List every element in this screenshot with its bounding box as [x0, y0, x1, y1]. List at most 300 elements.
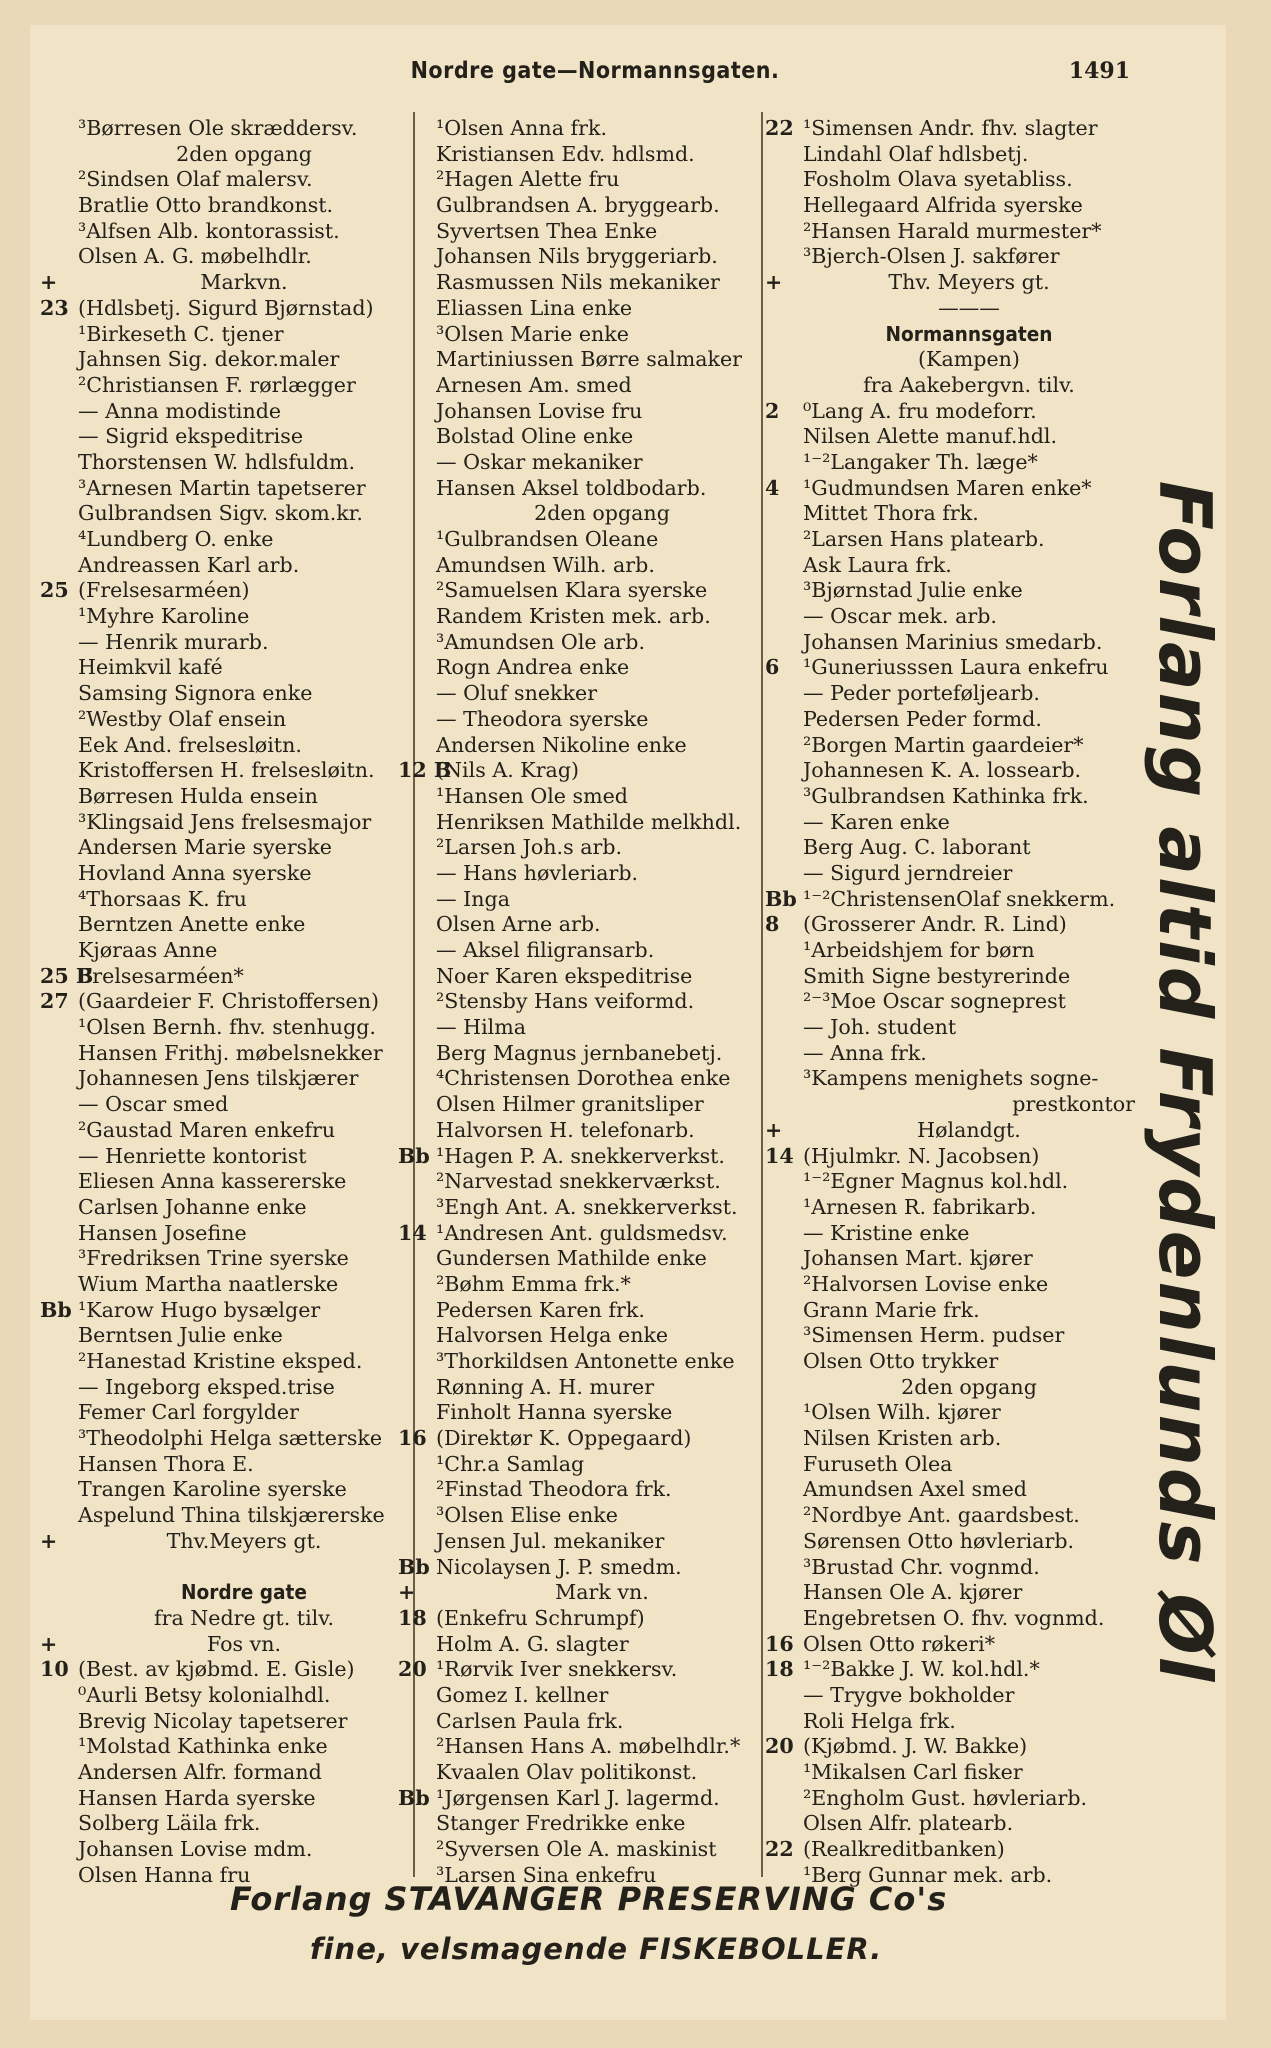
directory-entry: [398, 810, 768, 836]
directory-entry: [765, 373, 1135, 399]
entry-text: Frelsesarméen*: [78, 963, 244, 988]
entry-text: Engebretsen O. fhv. vognmd.: [803, 1605, 1105, 1630]
directory-entry: [40, 784, 410, 810]
entry-text: Bratlie Otto brandkonst.: [78, 193, 334, 218]
entry-text: (Direktør K. Oppegaard): [436, 1426, 692, 1451]
house-number: Bb: [40, 1297, 72, 1322]
entry-text: Arnesen Am. smed: [436, 372, 632, 397]
directory-entry: [765, 1195, 1135, 1221]
directory-entry: [40, 758, 410, 784]
entry-text: Halvorsen H. telefonarb.: [436, 1117, 695, 1142]
entry-text: ¹Chr.a Samlag: [436, 1451, 585, 1476]
entry-text: — Anna modistinde: [78, 398, 282, 423]
directory-entry: [765, 270, 1135, 296]
entry-text: Ask Laura frk.: [803, 552, 952, 577]
entry-text: Amundsen Wilh. arb.: [436, 552, 655, 577]
entry-text: — Henrik murarb.: [78, 629, 269, 654]
entry-text: fra Aakebergvn. tilv.: [863, 372, 1075, 397]
directory-entry: [40, 1580, 410, 1606]
entry-text: Olsen Hanna fru: [78, 1862, 251, 1887]
entry-text: (Frelsesarméen): [78, 578, 250, 603]
entry-text: Olsen Hilmer granitsliper: [436, 1092, 704, 1117]
entry-text: Eliesen Anna kassererske: [78, 1169, 347, 1194]
house-number: +: [765, 270, 783, 295]
directory-entry: [765, 1066, 1135, 1092]
directory-entry: [40, 1426, 410, 1452]
directory-entry: [398, 861, 768, 887]
directory-entry: [765, 1786, 1135, 1812]
entry-text: Johansen Marinius smedarb.: [803, 629, 1103, 654]
entry-text: ²Syversen Ole A. maskinist: [436, 1837, 717, 1862]
entry-text: Wium Martha naatlerske: [78, 1271, 339, 1296]
directory-entry: [40, 1709, 410, 1735]
entry-text: — Hilma: [436, 1015, 527, 1040]
entry-text: ²Nordbye Ant. gaardsbest.: [803, 1503, 1080, 1528]
entry-text: (Gaardeier F. Christoffersen): [78, 989, 380, 1014]
directory-entry: [765, 707, 1135, 733]
entry-text: ³Olsen Marie enke: [436, 321, 629, 346]
entry-text: Eliassen Lina enke: [436, 295, 633, 320]
directory-entry: [765, 784, 1135, 810]
directory-entry: [398, 655, 768, 681]
entry-text: ¹Molstad Kathinka enke: [78, 1734, 328, 1759]
directory-entry: [40, 912, 410, 938]
directory-entry: [40, 1118, 410, 1144]
entry-text: Hovland Anna syerske: [78, 860, 312, 885]
directory-entry: [765, 553, 1135, 579]
entry-text: Johansen Lovise mdm.: [78, 1837, 313, 1862]
entry-text: 2den opgang: [534, 501, 670, 526]
entry-text: Stanger Fredrikke enke: [436, 1811, 686, 1836]
directory-entry: [398, 912, 768, 938]
entry-text: ²Sindsen Olaf malersv.: [78, 167, 313, 192]
entry-text: Johansen Lovise fru: [436, 398, 643, 423]
directory-entry: [40, 1632, 410, 1658]
directory-entry: [398, 887, 768, 913]
directory-entry: [398, 630, 768, 656]
entry-text: Smith Signe bestyrerinde: [803, 963, 1071, 988]
entry-text: Mark vn.: [555, 1580, 649, 1605]
directory-entry: [398, 1349, 768, 1375]
directory-entry: [398, 1657, 768, 1683]
entry-text: ¹⁻²Bakke J. W. kol.hdl.*: [803, 1657, 1040, 1682]
directory-entry: [765, 810, 1135, 836]
directory-entry: [765, 1349, 1135, 1375]
directory-entry: [765, 219, 1135, 245]
directory-entry: [765, 1426, 1135, 1452]
entry-text: Randem Kristen mek. arb.: [436, 604, 711, 629]
page-title: Nordre gate—Normannsgaten.: [410, 58, 780, 84]
directory-entry: [40, 373, 410, 399]
directory-entry: [40, 1041, 410, 1067]
entry-text: Nordre gate: [181, 1580, 307, 1605]
entry-text: (Enkefru Schrumpf): [436, 1605, 645, 1630]
entry-text: Thv.Meyers gt.: [166, 1528, 322, 1553]
entry-text: ¹Rørvik Iver snekkersv.: [436, 1657, 678, 1682]
entry-text: ¹Arnesen R. fabrikarb.: [803, 1194, 1037, 1219]
entry-text: ³Børresen Ole skræddersv.: [78, 116, 358, 140]
directory-entry: [398, 1709, 768, 1735]
directory-entry: [40, 1503, 410, 1529]
directory-entry: [40, 1221, 410, 1247]
entry-text: Jahnsen Sig. dekor.maler: [78, 347, 340, 372]
entry-text: (Kampen): [918, 347, 1020, 372]
directory-entry: [40, 476, 410, 502]
entry-text: Samsing Signora enke: [78, 681, 313, 706]
directory-entry: [398, 1144, 768, 1170]
directory-entry: [40, 681, 410, 707]
entry-text: Amundsen Axel smed: [803, 1477, 1027, 1502]
directory-entry: [398, 1555, 768, 1581]
directory-entry: [765, 1272, 1135, 1298]
entry-text: ²Hansen Harald murmester*: [803, 218, 1102, 243]
directory-entry: [765, 450, 1135, 476]
house-number: 23: [40, 295, 69, 320]
entry-text: Berg Aug. C. laborant: [803, 835, 1031, 860]
entry-text: ¹Olsen Bernh. fhv. stenhugg.: [78, 1015, 376, 1040]
directory-entry: [40, 1375, 410, 1401]
house-number: 20: [765, 1734, 794, 1759]
entry-text: Hølandgt.: [917, 1117, 1021, 1142]
directory-entry: [40, 1452, 410, 1478]
entry-text: Finholt Hanna syerske: [436, 1400, 673, 1425]
entry-text: — Hans høvleriarb.: [436, 860, 639, 885]
entry-text: Halvorsen Helga enke: [436, 1323, 669, 1348]
directory-entry: [765, 1503, 1135, 1529]
entry-text: ³Bjerch-Olsen J. sakfører: [803, 244, 1060, 269]
directory-entry: [40, 219, 410, 245]
directory-entry: [398, 1015, 768, 1041]
entry-text: Heimkvil kafé: [78, 655, 223, 680]
house-number: 2: [765, 398, 780, 423]
entry-text: 2den opgang: [901, 1374, 1037, 1399]
directory-entry: [765, 142, 1135, 168]
directory-entry: [765, 1760, 1135, 1786]
directory-entry: [765, 1811, 1135, 1837]
directory-entry: [765, 887, 1135, 913]
entry-text: Olsen Alfr. platearb.: [803, 1811, 1014, 1836]
directory-entry: [765, 347, 1135, 373]
entry-text: Andersen Alfr. formand: [78, 1760, 322, 1784]
entry-text: Gundersen Mathilde enke: [436, 1246, 707, 1271]
entry-text: ¹Karow Hugo bysælger: [78, 1297, 321, 1322]
directory-entry: [398, 1606, 768, 1632]
entry-text: — Oskar mekaniker: [436, 449, 643, 474]
directory-entry: [765, 1323, 1135, 1349]
directory-entry: [398, 1683, 768, 1709]
directory-entry: [398, 347, 768, 373]
entry-text: Andersen Nikoline enke: [436, 732, 687, 757]
directory-entry: [398, 1323, 768, 1349]
entry-text: Andreassen Karl arb.: [78, 552, 300, 577]
entry-text: ¹⁻²Langaker Th. læge*: [803, 449, 1038, 474]
entry-text: Solberg Läila frk.: [78, 1811, 261, 1836]
entry-text: — Peder porteføljearb.: [803, 681, 1040, 706]
directory-entry: [398, 1426, 768, 1452]
directory-entry: [765, 296, 1135, 322]
directory-entry: [398, 733, 768, 759]
directory-entry: [398, 1221, 768, 1247]
directory-entry: [398, 681, 768, 707]
entry-text: (Kjøbmd. J. W. Bakke): [803, 1734, 1028, 1759]
directory-entry: [765, 835, 1135, 861]
directory-entry: [40, 1144, 410, 1170]
directory-entry: [398, 244, 768, 270]
directory-entry: [40, 142, 410, 168]
entry-text: (Best. av kjøbmd. E. Gisle): [78, 1657, 355, 1682]
entry-text: ¹Hansen Ole smed: [436, 783, 628, 808]
directory-entry: [398, 1529, 768, 1555]
directory-entry: [398, 1786, 768, 1812]
entry-text: Brevig Nicolay tapetserer: [78, 1708, 348, 1733]
entry-text: ²Samuelsen Klara syerske: [436, 578, 708, 603]
directory-entry: [398, 1092, 768, 1118]
house-number: Bb: [398, 1785, 430, 1810]
entry-text: Johansen Nils bryggeriarb.: [436, 244, 718, 269]
directory-entry: [765, 1837, 1135, 1863]
entry-text: ¹⁻²Egner Magnus kol.hdl.: [803, 1169, 1069, 1194]
directory-entry: [398, 784, 768, 810]
directory-entry: [765, 1118, 1135, 1144]
directory-entry: [765, 1452, 1135, 1478]
directory-entry: [40, 167, 410, 193]
entry-text: — Oscar mek. arb.: [803, 604, 997, 629]
entry-text: Hansen Aksel toldbodarb.: [436, 475, 707, 500]
entry-text: ³Engh Ant. A. snekkerverkst.: [436, 1194, 738, 1219]
entry-text: Carlsen Paula frk.: [436, 1708, 624, 1733]
directory-entry: [40, 1015, 410, 1041]
directory-entry: [40, 1323, 410, 1349]
entry-text: — Joh. student: [803, 1015, 957, 1040]
entry-text: ³Larsen Sina enkefru: [436, 1862, 657, 1887]
house-number: 8: [765, 912, 780, 937]
entry-text: Rasmussen Nils mekaniker: [436, 270, 720, 295]
entry-text: Grann Marie frk.: [803, 1297, 980, 1322]
directory-entry: [765, 1041, 1135, 1067]
house-number: 27: [40, 989, 69, 1014]
entry-text: Fos vn.: [206, 1631, 282, 1656]
directory-entry: [398, 1195, 768, 1221]
directory-entry: [398, 1118, 768, 1144]
entry-text: ²Hagen Alette fru: [436, 167, 620, 192]
house-number: 20: [398, 1657, 427, 1682]
directory-entry: [398, 707, 768, 733]
directory-entry: [40, 655, 410, 681]
entry-text: — Trygve bokholder: [803, 1682, 1015, 1707]
entry-text: ¹Olsen Wilh. kjører: [803, 1400, 1001, 1425]
entry-text: ¹Berg Gunnar mek. arb.: [803, 1862, 1053, 1887]
entry-text: Olsen Otto røkeri*: [803, 1631, 996, 1656]
directory-entry: [765, 476, 1135, 502]
entry-text: ¹⁻²ChristensenOlaf snekkerm.: [803, 886, 1116, 911]
entry-text: ³Fredriksen Trine syerske: [78, 1246, 349, 1271]
entry-text: ———: [938, 295, 1000, 320]
entry-text: — Ingeborg eksped.trise: [78, 1374, 335, 1399]
footer-advertisement-line-1: Forlang STAVANGER PRESERVING Co's: [230, 1880, 948, 1918]
house-number: Bb: [398, 1554, 430, 1579]
entry-text: ¹Myhre Karoline: [78, 604, 250, 629]
directory-entry: [40, 399, 410, 425]
directory-entry: [398, 964, 768, 990]
directory-entry: [765, 861, 1135, 887]
entry-text: Martiniussen Børre salmaker: [436, 347, 743, 372]
footer-advertisement-line-2: fine, velsmagende FISKEBOLLER.: [310, 1932, 883, 1966]
entry-text: ³Alfsen Alb. kontorassist.: [78, 218, 340, 243]
directory-entry: [40, 1683, 410, 1709]
page-header: [0, 58, 1271, 98]
entry-text: Bolstad Oline enke: [436, 424, 634, 449]
entry-text: Børresen Hulda ensein: [78, 783, 318, 808]
entry-text: ¹Jørgensen Karl J. lagermd.: [436, 1785, 720, 1810]
entry-text: Hansen Thora E.: [78, 1451, 254, 1476]
house-number: 14: [765, 1143, 794, 1168]
entry-text: Gomez I. kellner: [436, 1682, 609, 1707]
directory-entry: [398, 1811, 768, 1837]
directory-entry: [398, 424, 768, 450]
directory-entry: [40, 193, 410, 219]
entry-text: ²Halvorsen Lovise enke: [803, 1271, 1049, 1296]
entry-text: Holm A. G. slagter: [436, 1631, 629, 1656]
entry-text: ²Finstad Theodora frk.: [436, 1477, 672, 1502]
directory-entry: [765, 424, 1135, 450]
directory-entry: [765, 1734, 1135, 1760]
directory-entry: [40, 989, 410, 1015]
directory-entry: [40, 1246, 410, 1272]
entry-text: ²Stensby Hans veiformd.: [436, 989, 695, 1014]
directory-entry: [398, 1734, 768, 1760]
directory-entry: [398, 1272, 768, 1298]
entry-text: — Inga: [436, 886, 510, 911]
entry-text: Henriksen Mathilde melkhdl.: [436, 809, 742, 834]
entry-text: Gulbrandsen A. bryggearb.: [436, 193, 720, 218]
entry-text: — Oscar smed: [78, 1092, 229, 1117]
directory-entry: [765, 604, 1135, 630]
entry-text: — Theodora syerske: [436, 706, 649, 731]
directory-entry: [765, 527, 1135, 553]
entry-text: — Anna frk.: [803, 1040, 927, 1065]
entry-text: Fosholm Olava syetabliss.: [803, 167, 1073, 192]
entry-text: Eek And. frelsesløitn.: [78, 732, 302, 757]
entry-text: (Hjulmkr. N. Jacobsen): [803, 1143, 1040, 1168]
entry-text: Normannsgaten: [885, 321, 1053, 346]
directory-entry: [40, 835, 410, 861]
directory-entry: [40, 733, 410, 759]
directory-entry: [40, 527, 410, 553]
entry-text: ⁴Thorsaas K. fru: [78, 886, 247, 911]
directory-entry: [40, 553, 410, 579]
directory-entry: [40, 244, 410, 270]
entry-text: Gulbrandsen Sigv. skom.kr.: [78, 501, 363, 526]
directory-entry: [40, 1786, 410, 1812]
directory-entry: [398, 1298, 768, 1324]
house-number: 12 B: [398, 758, 452, 783]
entry-text: ²Engholm Gust. høvleriarb.: [803, 1785, 1088, 1810]
entry-text: Thv. Meyers gt.: [888, 270, 1050, 295]
directory-entry: [40, 1555, 410, 1581]
entry-text: Syvertsen Thea Enke: [436, 218, 658, 243]
house-number: 18: [398, 1605, 427, 1630]
entry-text: Hellegaard Alfrida syerske: [803, 193, 1083, 218]
entry-text: Roli Helga frk.: [803, 1708, 956, 1733]
entry-text: Sørensen Otto høvleriarb.: [803, 1528, 1075, 1553]
directory-entry: [765, 1632, 1135, 1658]
directory-entry: [398, 1375, 768, 1401]
directory-entry: [765, 1555, 1135, 1581]
directory-entry: [398, 604, 768, 630]
directory-entry: [40, 1734, 410, 1760]
entry-text: ²Larsen Hans platearb.: [803, 527, 1045, 551]
entry-text: ²⁻³Moe Oscar sogneprest: [803, 989, 1066, 1014]
house-number: 14: [398, 1220, 427, 1245]
directory-entry: [40, 938, 410, 964]
house-number: +: [398, 1580, 416, 1605]
directory-entry: [40, 1066, 410, 1092]
directory-entry: [765, 167, 1135, 193]
directory-entry: [40, 1195, 410, 1221]
entry-text: ⁴Lundberg O. enke: [78, 527, 274, 551]
entry-text: Kristiansen Edv. hdlsmd.: [436, 141, 695, 166]
directory-entry: [40, 1477, 410, 1503]
house-number: +: [765, 1117, 783, 1142]
entry-text: ²Borgen Martin gaardeier*: [803, 732, 1084, 757]
entry-text: Kvaalen Olav politikonst.: [436, 1760, 698, 1784]
entry-text: Rønning A. H. murer: [436, 1374, 655, 1399]
directory-entry: [765, 1657, 1135, 1683]
directory-entry: [765, 1298, 1135, 1324]
directory-entry: [40, 887, 410, 913]
directory-entry: [398, 1246, 768, 1272]
directory-entry: [398, 373, 768, 399]
directory-entry: [398, 527, 768, 553]
directory-entry: [765, 758, 1135, 784]
entry-text: Thorstensen W. hdlsfuldm.: [78, 449, 356, 474]
directory-entry: [765, 1092, 1135, 1118]
entry-text: 2den opgang: [176, 141, 312, 166]
entry-text: Olsen A. G. møbelhdlr.: [78, 244, 312, 269]
directory-entry: [765, 1709, 1135, 1735]
entry-text: ²Narvestad snekkerværkst.: [436, 1169, 721, 1194]
directory-entry: [765, 399, 1135, 425]
entry-text: ³Gulbrandsen Kathinka frk.: [803, 783, 1089, 808]
directory-entry: [40, 810, 410, 836]
directory-entry: [398, 1632, 768, 1658]
entry-text: Berg Magnus jernbanebetj.: [436, 1040, 723, 1065]
house-number: 22: [765, 1837, 794, 1862]
entry-text: ¹Hagen P. A. snekkerverkst.: [436, 1143, 725, 1168]
directory-entry: [40, 604, 410, 630]
directory-entry: [398, 296, 768, 322]
house-number: 4: [765, 475, 780, 500]
entry-text: ³Theodolphi Helga sætterske: [78, 1426, 383, 1451]
directory-entry: [398, 1169, 768, 1195]
entry-text: ²Hanestad Kristine eksped.: [78, 1349, 363, 1373]
directory-entry: [398, 142, 768, 168]
directory-entry: [40, 630, 410, 656]
directory-entry: [765, 1169, 1135, 1195]
directory-entry: [398, 1580, 768, 1606]
entry-text: ³Olsen Elise enke: [436, 1503, 618, 1528]
directory-entry: [765, 193, 1135, 219]
directory-entry: [765, 1400, 1135, 1426]
directory-entry: [765, 1529, 1135, 1555]
directory-entry: [40, 1657, 410, 1683]
directory-entry: [398, 501, 768, 527]
entry-text: — Henriette kontorist: [78, 1143, 307, 1168]
directory-entry: [40, 1760, 410, 1786]
entry-text: ³Arnesen Martin tapetserer: [78, 475, 366, 500]
entry-text: Femer Carl forgylder: [78, 1400, 299, 1425]
directory-entry: [765, 964, 1135, 990]
